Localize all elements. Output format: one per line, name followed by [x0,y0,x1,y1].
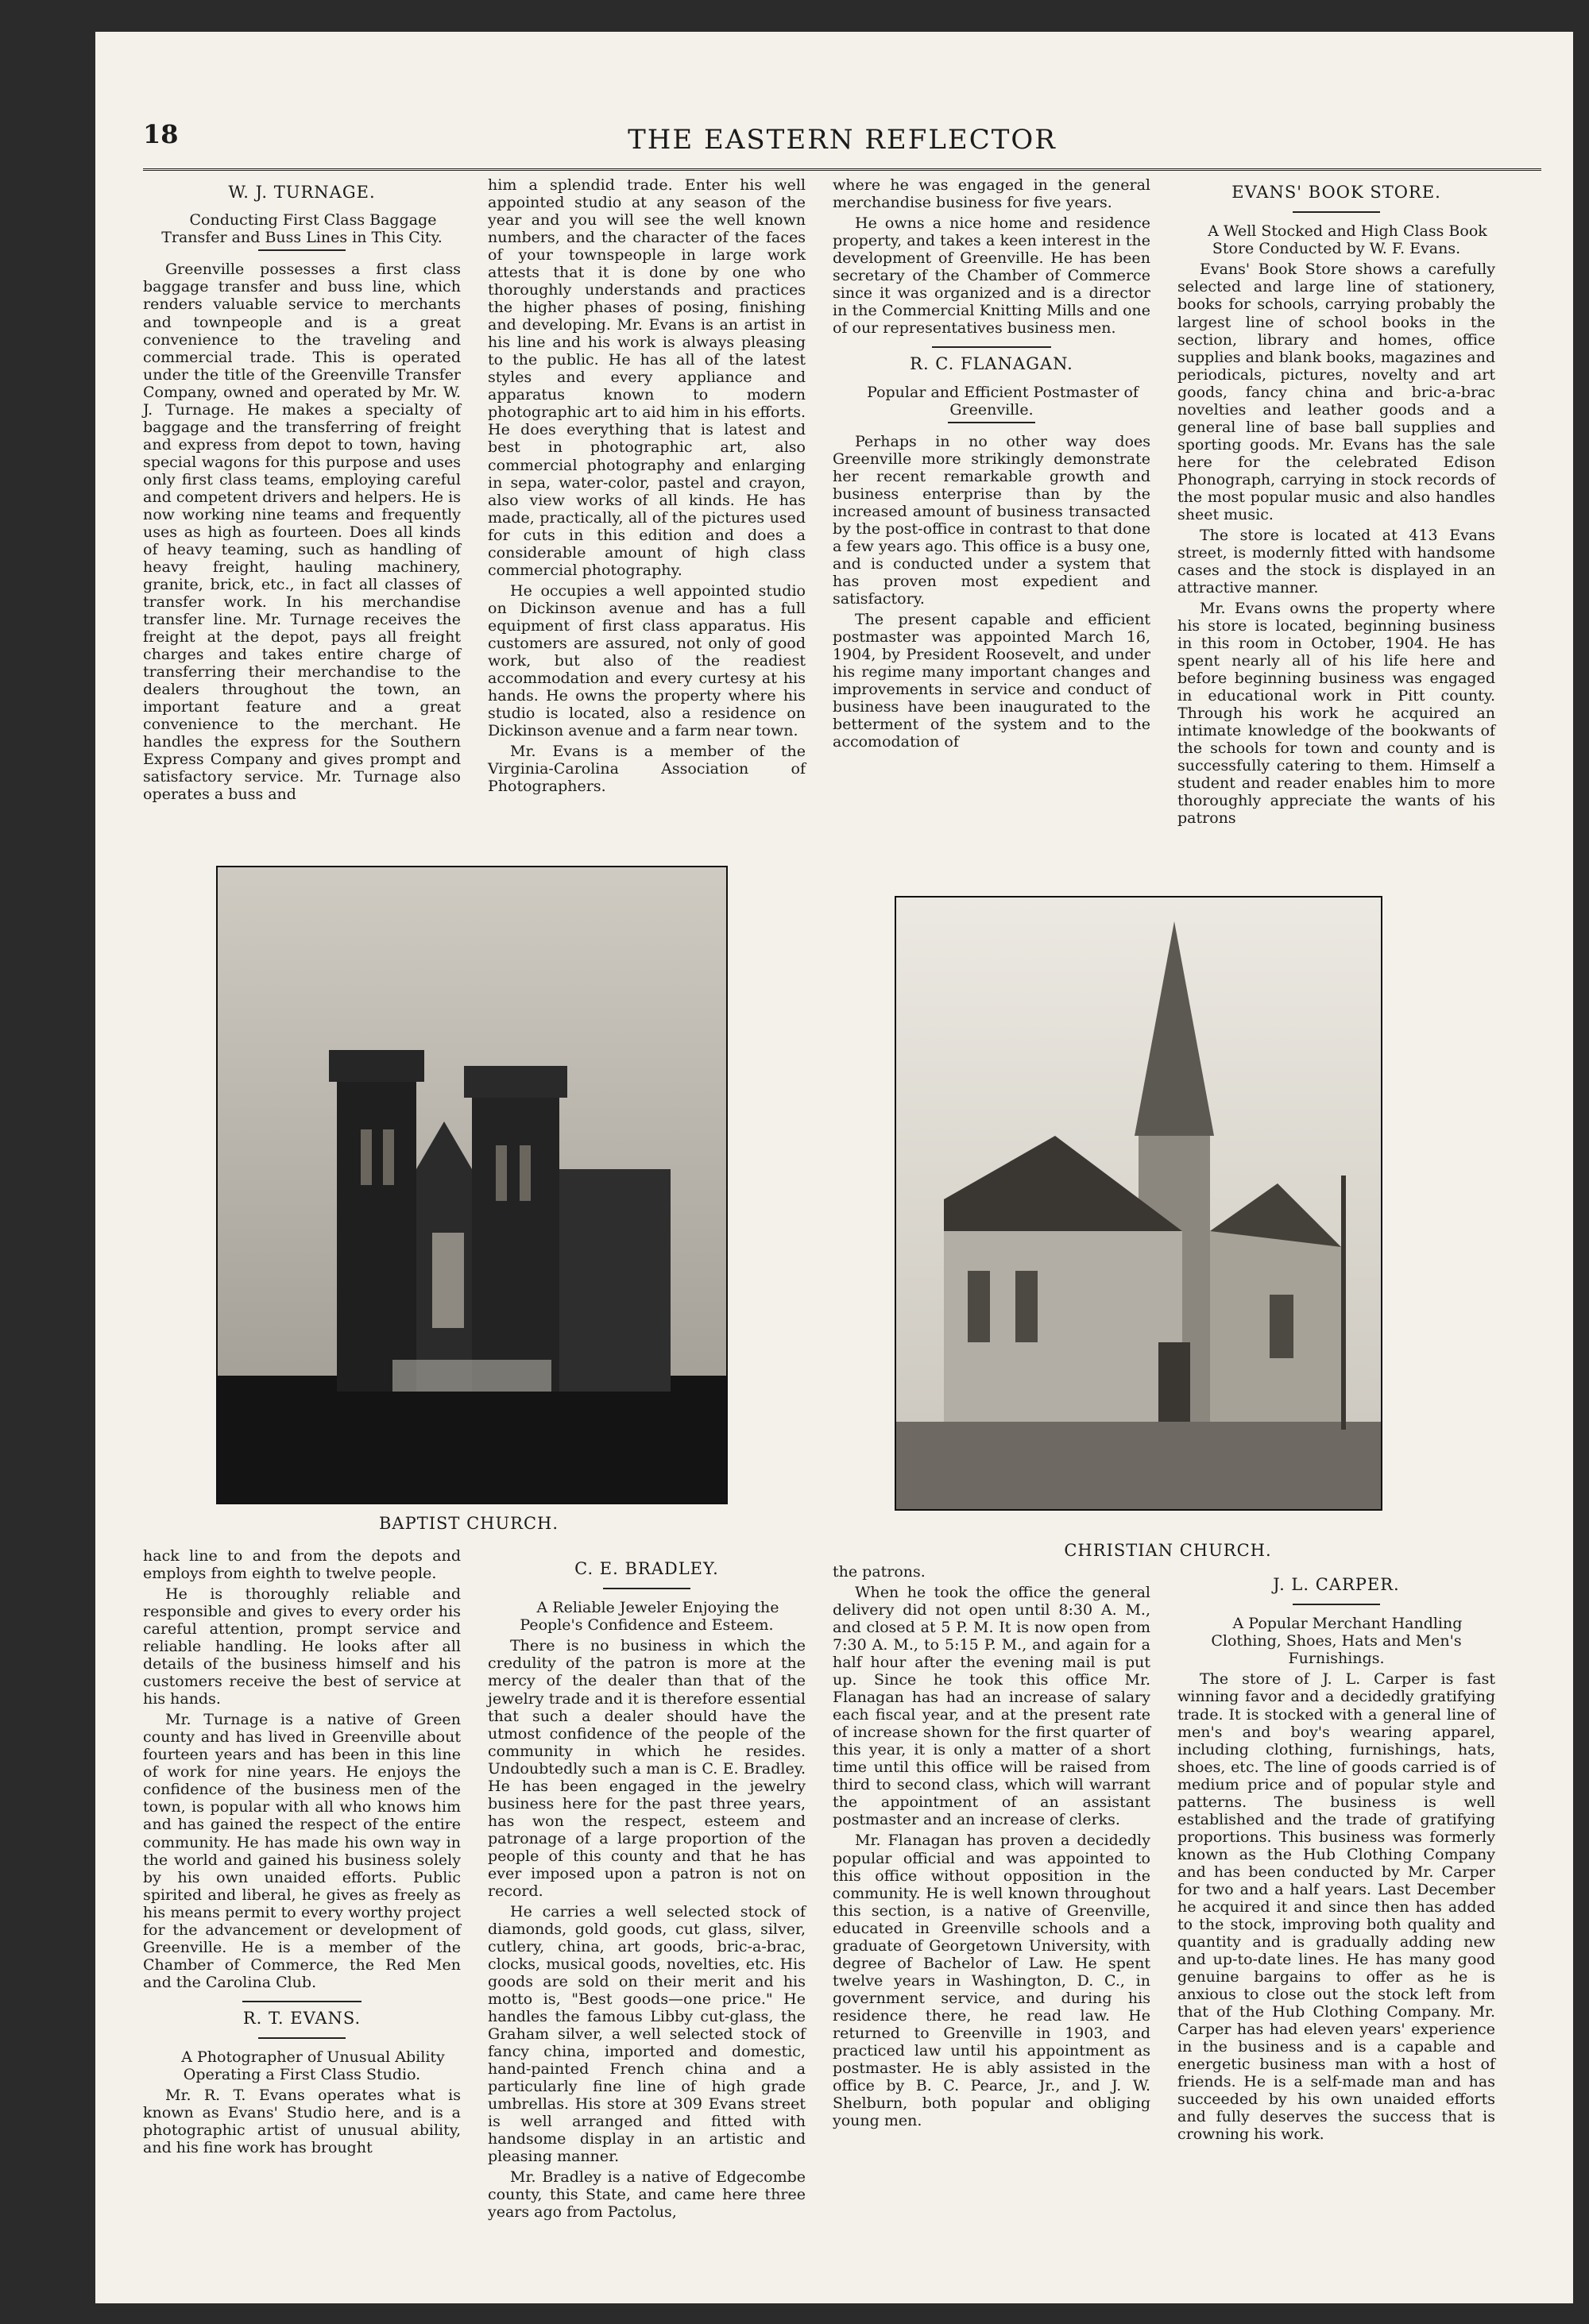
paragraph: Mr. Evans owns the property where his store is located, beginning business in this room in October, 1904. He has spent nearly all of his life here and before beginning business was engaged in educational work in Pitt county. Through his work he acquired an intimate knowledge of the bookwants of the schools for town and county and is successfully catering to them. Himself a student and reader enables him to more thoroughly appreciate the wants of his patrons [1177,600,1495,828]
paragraph: the patrons. [833,1563,926,1581]
caption-christian-church: CHRISTIAN CHURCH. [1064,1541,1272,1560]
paragraph: The store of J. L. Carper is fast winning favor and a decidedly gratifying trade. It is stocked with a general line of men's and boy's wearing apparel, including clothing, furnishings, hats, shoes, etc. The line of goods carried is of medium price and of popular style and patterns. The business is well established and the trade of gratifying proportions. This business was formerly known as the Hub Clothing Company and has been conducted by Mr. Carper for two and a half years. Last December he acquired it and since then has added to the stock, improving both quality and quantity and is gradually adding new and up-to-date lines. He has many good genuine bargains to offer as he is anxious to close out the stock left from that of the Hub Clothing Company. Mr. Carper has had eleven years' experience in the business and is a capable and energetic business man with a host of friends. He is a self-made man and has succeeded by his own unaided efforts and fully deserves the success that is crowning his work. [1177,1670,1495,2144]
article-subtitle-turnage: Conducting First Class Baggage Transfer and Buss Lines in This City. [161,211,443,247]
title-rule [948,422,1035,423]
photo-baptist-church [216,866,728,1504]
christian-church-image [896,898,1381,1509]
title-rule [258,2037,346,2039]
newspaper-page [95,32,1573,2303]
title-rule [603,1588,690,1589]
article-subtitle-flanagan: Popular and Efficient Postmaster of Greenville. [867,383,1139,419]
title-rule [1293,1604,1380,1605]
paragraph: where he was engaged in the general merchandise business for five years. [833,176,1150,212]
masthead: THE EASTERN REFLECTOR [628,124,1057,156]
baptist-church-image [218,867,726,1503]
article-title-turnage: W. J. TURNAGE. [228,183,376,202]
column-3-top [833,176,1150,754]
header-rule [143,168,1541,171]
article-subtitle-carper: A Popular Merchant Handling Clothing, Shoes, Hats and Men's Furnishings. [1211,1615,1463,1668]
article-title-carper: J. L. CARPER. [1273,1575,1400,1594]
paragraph: Mr. Bradley is a native of Edgecombe county, this State, and came here three years ago from Pactolus, [488,2168,806,2222]
paragraph: When he took the office the general delivery did not open until 8:30 A. M., and closed at 5 P. M. It is now open from 7:30 A. M., to 5:15 P. M., and again for a half hour after the evening mail is put up. Since he took this office Mr. Flanagan has had an increase of salary each fiscal year, and at the present rate of increase shown for the first quarter of this year, it is only a matter of a short time until this office will be raised from third to second class, which will warrant the appointment of an assistant postmaster and an increase of clerks. [833,1584,1150,1829]
paragraph: The present capable and efficient postmaster was appointed March 16, 1904, by President Roosevelt, and under his regime many important changes and improvements in service and conduct of business have been inaugurated to the betterment of the system and to the accomodation of [833,611,1150,751]
title-rule [258,249,346,251]
article-title-bookstore: EVANS' BOOK STORE. [1231,183,1441,202]
photo-christian-church [895,896,1382,1511]
paragraph: He owns a nice home and residence property, and takes a keen interest in the development of Greenville. He has been secretary of the Chamber of Commerce since it was organized and is a director in the Commercial Knitting Mills and one of our representatives business men. [833,214,1150,338]
article-subtitle-bradley: A Reliable Jeweler Enjoying the People's Confidence and Esteem. [520,1599,779,1635]
paragraph: Mr. Flanagan has proven a decidedly popular official and was appointed to this office without opposition in the community. He is well known throughout this section, is a native of Greenville, educated in Greenville schools and a graduate of Georgetown University, with degree of Bachelor of Law. He spent twelve years in Washington, D. C., in government service, and during his residence there, he read law. He returned to Greenville in 1903, and practiced law until his appointment as postmaster. He is ably assisted in the office by B. C. Pearce, Jr., and J. W. Shelburn, both popular and obliging young men. [833,1832,1150,2129]
paragraph: Greenville possesses a first class baggage transfer and buss line, which renders valuable service to merchants and townpeople and is a great convenience to the traveling and commercial trade. This is operated under the title of the Greenville Transfer Company, owned and operated by Mr. W. J. Turnage. He makes a specialty of baggage and the transferring of freight and express from depot to town, having special wagons for this purpose and uses only first class teams, employing careful and competent drivers and helpers. He is now working nine teams and frequently uses as high as fourteen. Does all kinds of heavy teaming, such as handling of heavy freight, hauling machinery, granite, brick, etc., in fact all classes of transfer work. In his merchandise transfer line. Mr. Turnage receives the freight at the depot, pays all freight charges and takes entire charge of transferring their merchandise to the dealers throughout the town, an important feature and a great convenience to the merchant. He handles the express for the Southern Express Company and gives prompt and satisfactory service. Mr. Turnage also operates a buss and [143,261,461,804]
column-2-top [488,176,806,798]
paragraph: He occupies a well appointed studio on Dickinson avenue and has a full equipment of first class apparatus. His customers are assured, not only of good work, but also of the readiest accommodation and every curtesy at his hands. He owns the property where his studio is located, also a residence on Dickinson avenue and a farm near town. [488,581,806,739]
column-4-top [1177,176,1495,830]
page-number: 18 [143,119,179,149]
paragraph: The store is located at 413 Evans street, is modernly fitted with handsome cases and the stock is displayed in an attractive manner. [1177,526,1495,596]
paragraph: him a splendid trade. Enter his well appointed studio at any season of the year and you will see the well known numbers, and the character of the faces of your townspeople in large work attests that it is done by one who thoroughly understands and practices the higher phases of posing, finishing and developing. Mr. Evans is an artist in his line and his work is always pleasing to the public. He has all of the latest styles and every appliance and apparatus known to modern photographic art to aid him in his efforts. He does everything that is latest and best in photographic art, also commercial photography and enlarging in sepa, water-color, pastel and crayon, also view works of all kinds. He has made, practically, all of the pictures used for cuts in this edition and does a considerable amount of high class commercial photography. [488,176,806,579]
column-1-top [143,176,461,806]
paragraph: Mr. Turnage is a native of Green county and has lived in Greenville about fourteen years and has been in this line of work for nine years. He enjoys the confidence of the business men of the town, is popular with all who knows him and has gained the respect of the entire community. He has made his own way in the world and gained his business solely by his own unaided efforts. Public spirited and liberal, he gives as freely as his means permit to every worthy project for the advancement or development of Greenville. He is a member of the Chamber of Commerce, the Red Men and the Carolina Club. [143,1711,461,1991]
column-1-bottom [143,1547,461,2160]
page-header [143,119,1541,167]
section-rule [932,346,1051,348]
paragraph: hack line to and from the depots and employs from eighth to twelve people. [143,1547,461,1583]
paragraph: Mr. R. T. Evans operates what is known as Evans' Studio here, and is a photographic artist of unusual ability, and his fine work has brought [143,2087,461,2157]
column-4-bottom [1177,1569,1495,2146]
article-subtitle-evans: A Photographer of Unusual Ability Operating a First Class Studio. [181,2048,445,2084]
paragraph: He is thoroughly reliable and responsible and gives to every order his careful attention, prompt service and reliable handling. He looks after all details of the business himself and his customers receive the best of service at his hands. [143,1585,461,1708]
article-subtitle-bookstore: A Well Stocked and High Class Book Store Conducted by W. F. Evans. [1208,222,1487,258]
article-title-evans: R. T. EVANS. [242,2008,361,2028]
title-rule [1293,211,1380,213]
paragraph: Evans' Book Store shows a carefully selected and large line of stationery, books for schools, carrying probably the largest line of school books in the section, library and homes, office supplies and blank books, magazines and periodicals, pictures, novelty and art goods, fancy china and bric-a-brac novelties and leather goods and a general line of base ball supplies and sporting goods. Mr. Evans has the sale here for the celebrated Edison Phonograph, carrying in stock records of the most popular music and also handles sheet music. [1177,261,1495,523]
caption-baptist-church: BAPTIST CHURCH. [378,1514,559,1533]
paragraph: There is no business in which the credulity of the patron is more at the mercy of the dealer than that of the jewelry trade and it is therefore essential that such a dealer should have the utmost confidence of the people of the community in which he resides. Undoubtedly such a man is C. E. Bradley. He has been engaged in the jewelry business here for the past three years, has won the respect, esteem and patronage of a large proportion of the people of this county and that he has ever imposed upon a patron is not on record. [488,1637,806,1900]
section-rule [242,2001,361,2002]
paragraph: Perhaps in no other way does Greenville more strikingly demonstrate her recent remarkable growth and business enterprise than by the increased amount of business transacted by the post-office in contrast to that done a few years ago. This office is a busy one, and is conducted under a system that has proven most expedient and satisfactory. [833,432,1150,608]
article-title-flanagan: R. C. FLANAGAN. [910,354,1073,374]
column-2-bottom [488,1553,806,2224]
column-3-bottom [833,1563,1150,2133]
paragraph: He carries a well selected stock of diamonds, gold goods, cut glass, silver, cutlery, china, art goods, bric-a-brac, clocks, musical goods, novelties, etc. His goods are sold on their merit and his motto is, "Best goods—one price." He handles the famous Libby cut-glass, the Graham silver, a well selected stock of fancy china, imported and domestic, hand-painted French china and a particularly fine line of high grade umbrellas. His store at 309 Evans street is well arranged and fitted with handsome display in an artistic and pleasing manner. [488,1902,806,2166]
paragraph: Mr. Evans is a member of the Virginia-Carolina Association of Photographers. [488,743,806,796]
article-title-bradley: C. E. BRADLEY. [574,1559,719,1578]
